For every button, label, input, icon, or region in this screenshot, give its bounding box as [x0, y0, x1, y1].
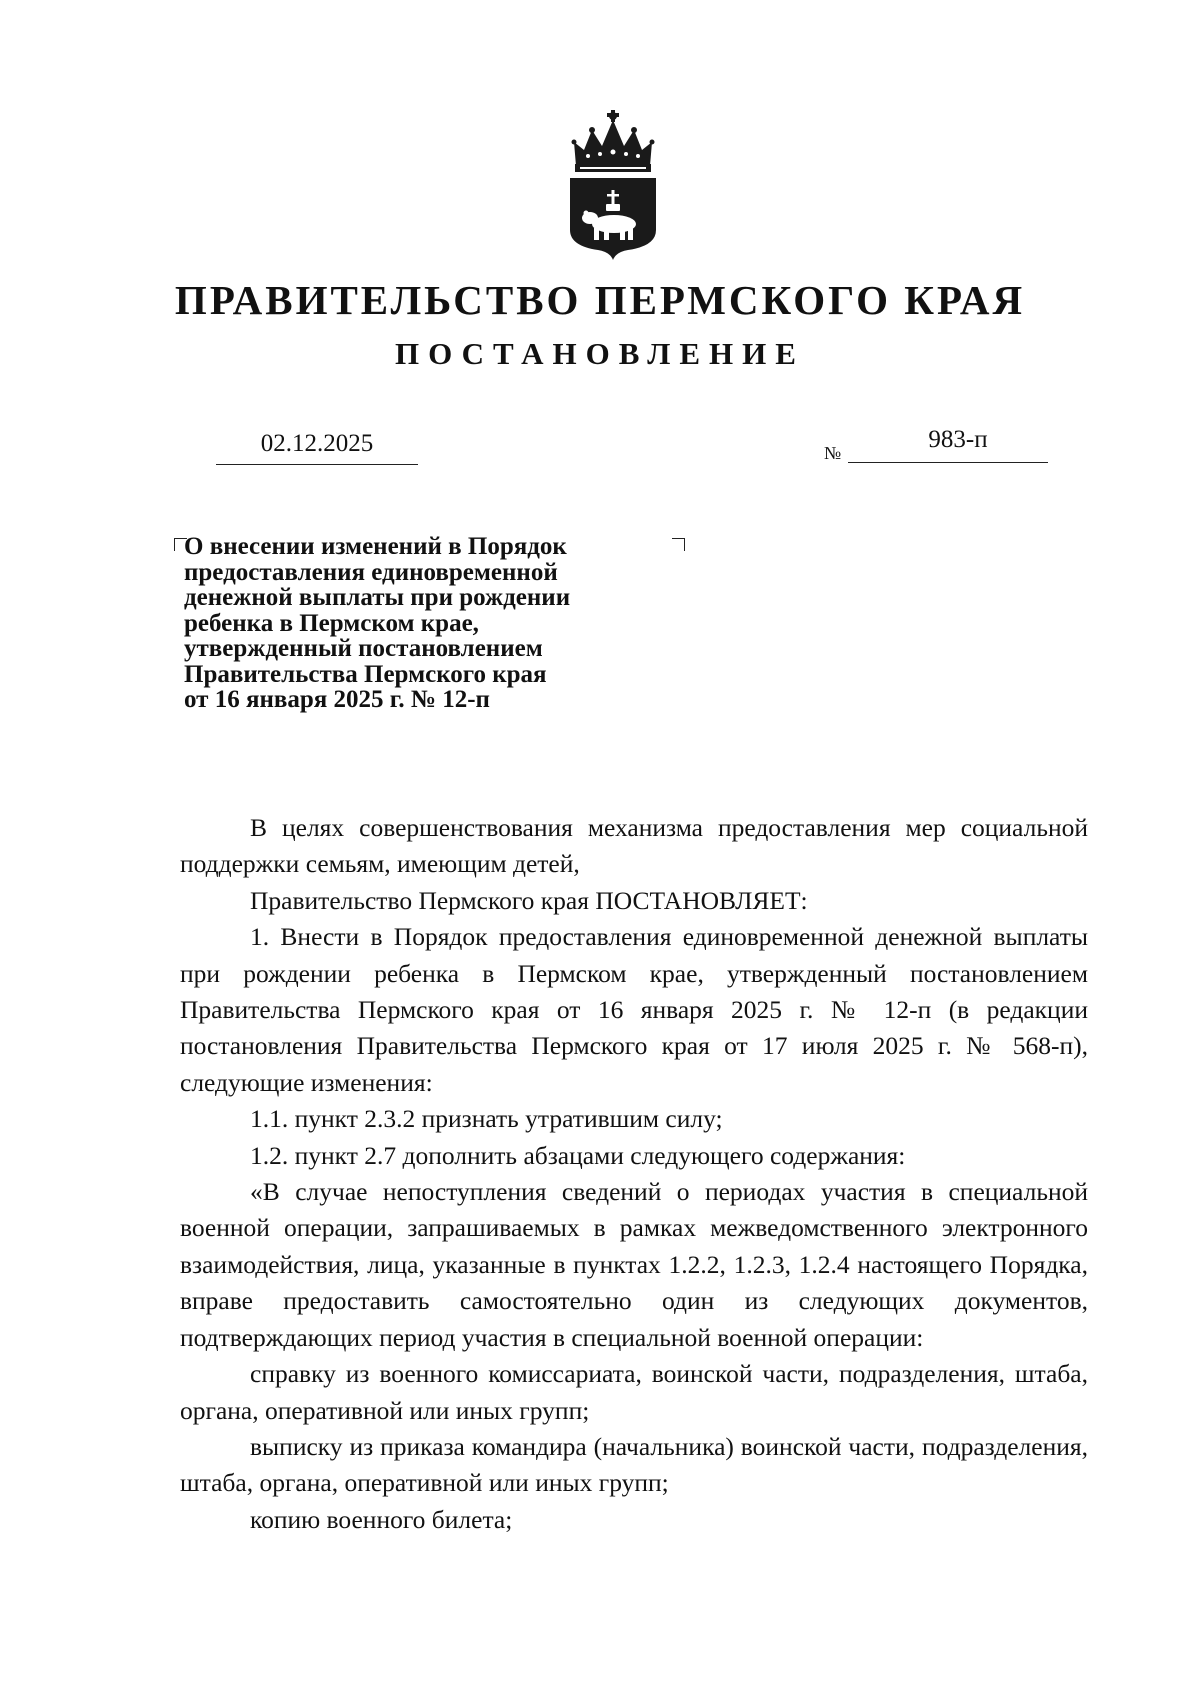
subject-line: Правительства Пермского края: [184, 660, 547, 688]
subject-corner-right: [672, 538, 685, 551]
subject-line: денежной выплаты при рождении: [184, 584, 571, 611]
coat-of-arms-icon: [568, 108, 658, 260]
body-paragraph: выписку из приказа командира (начальника) воинской части, подразделения, штаба, органа, оперативной или иных групп;: [180, 1431, 1088, 1498]
subject-line: утвержденный постановлением: [184, 635, 543, 662]
body-paragraph: В целях совершенствования механизма предоставления мер социальной поддержки семьям, имеющим детей,: [180, 813, 1088, 879]
document-body: [180, 810, 1088, 1538]
subject-line: от 16 января 2025 г. № 12-п: [184, 686, 490, 713]
subject-line: предоставления единовременной: [184, 558, 558, 586]
body-paragraph: 1. Внести в Порядок предоставления единовременной денежной выплаты при рождении ребенка в Пермском крае, утвержденный постановлением Правительства Пермского края от 16 января 2025 г. № 12-п (в редакции постановления Правительства Пермского края от 17 июля 2025 г. № 568-п), следующие изменения:: [180, 922, 1088, 1097]
document-type: ПОСТАНОВЛЕНИЕ: [395, 336, 805, 371]
document-subject: [184, 534, 644, 713]
body-paragraph: 1.2. пункт 2.7 дополнить абзацами следующего содержания:: [250, 1140, 906, 1170]
document-date-field: [216, 424, 418, 465]
government-title: ПРАВИТЕЛЬСТВО ПЕРМСКОГО КРАЯ: [174, 277, 1026, 323]
crown-icon: [572, 110, 655, 172]
body-paragraph: справку из военного комиссариата, воинской части, подразделения, штаба, органа, оперативной или иных групп;: [180, 1359, 1088, 1425]
subject-line: ребенка в Пермском крае,: [184, 609, 479, 637]
document-number-field: [848, 420, 1048, 463]
document-date: 02.12.2025: [260, 430, 374, 457]
body-paragraph: Правительство Пермского края ПОСТАНОВЛЯЕТ:: [250, 885, 808, 915]
body-paragraph: копию военного билета;: [250, 1504, 513, 1534]
body-paragraph: «В случае непоступления сведений о периодах участия в специальной военной операции, запрашиваемых в рамках межведомственного электронного взаимодействия, лица, указанные в пунктах 1.2.2, 1.2.3, 1.2.4 настоящего Порядка, вправе предоставить самостоятельно один из следующих документов, подтверждающих период участия в специальной военной операции:: [180, 1177, 1088, 1352]
number-label: №: [824, 443, 842, 463]
body-paragraph: 1.1. пункт 2.3.2 признать утратившим силу;: [250, 1104, 723, 1134]
subject-line: О внесении изменений в Порядок: [184, 533, 567, 560]
document-number: 983-п: [928, 426, 988, 453]
